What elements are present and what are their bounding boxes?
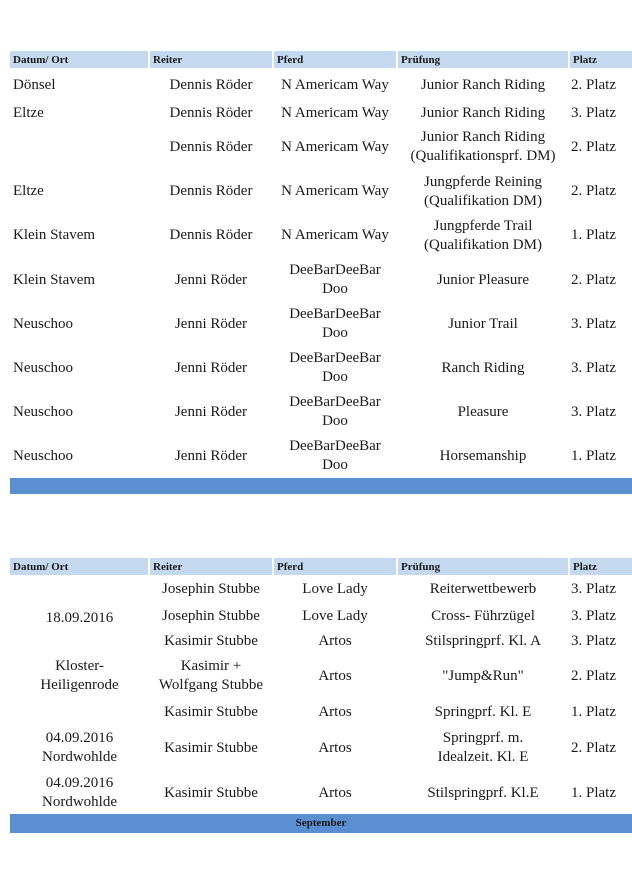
cell-pruefung: Stilspringprf. Kl. A [425,632,541,649]
cell-pferd: Artos [318,667,352,684]
cell-reiter: Josephin Stubbe [162,608,260,624]
cell-ort [10,700,149,724]
table-row [10,258,632,302]
cell-platz: 2. Platz [571,739,616,756]
cell-ort: Klein Stavem [13,227,96,243]
cell-reiter: Kasimir Stubbe [164,739,258,756]
table-row [10,700,632,724]
footer-label-september: September [10,814,632,833]
cell-pruefung: Jungpferde Trail (Qualifikation DM) [424,217,542,253]
table-row [10,772,632,814]
table-row [10,213,632,258]
header-reiter: Reiter [149,558,273,575]
cell-reiter: Dennis Röder [169,138,253,155]
header-platz: Platz [569,558,632,575]
cell-platz: 3. Platz [571,359,616,376]
cell-pferd: DeeBarDeeBar Doo [289,262,381,297]
header-pruefung: Prüfung [397,51,569,68]
cell-pruefung: Pleasure [457,403,509,420]
header-datum-ort: Datum/ Ort [10,51,149,68]
cell-pferd: DeeBarDeeBar Doo [289,306,381,341]
header-pferd: Pferd [273,51,397,68]
cell-pruefung: Junior Trail [448,315,518,332]
cell-ort: 04.09.2016 Nordwohlde [42,730,117,765]
cell-pruefung: Junior Ranch Riding [420,77,546,93]
cell-reiter: Dennis Röder [169,105,253,121]
cell-pruefung: Springprf. m. Idealzeit. Kl. E [437,730,529,765]
cell-platz: 3. Platz [571,403,616,420]
cell-pferd: DeeBarDeeBar Doo [289,350,381,385]
cell-ort: 04.09.2016 Nordwohlde [42,775,117,810]
cell-ort: Eltze [13,183,44,199]
results-table-2 [10,558,632,833]
cell-ort: Neuschoo [13,403,73,420]
cell-reiter: Kasimir Stubbe [164,632,258,649]
cell-reiter: Dennis Röder [169,183,253,199]
table-row [10,346,632,390]
header-platz: Platz [569,51,632,68]
cell-reiter: Dennis Röder [169,77,253,93]
cell-pruefung: Horsemanship [439,447,527,464]
table-footer-bar [10,814,632,833]
table-row [10,724,632,772]
cell-pruefung: Junior Ranch Riding [420,105,546,121]
cell-pferd: N Americam Way [281,183,389,199]
cell-pruefung: Jungpferde Reining (Qualifikation DM) [424,173,542,209]
table-row [10,434,632,478]
cell-pferd: Artos [318,784,352,801]
table-header-row [10,558,632,575]
table-row [10,103,632,124]
table-row [10,68,632,103]
cell-ort: Neuschoo [13,447,73,464]
header-pferd: Pferd [273,558,397,575]
table-row [10,652,632,700]
cell-pferd: Artos [318,632,352,649]
cell-pferd: N Americam Way [281,77,389,93]
cell-ort: Neuschoo [13,359,73,376]
cell-reiter: Jenni Röder [174,271,248,288]
cell-pferd: N Americam Way [281,105,389,121]
cell-platz: 2. Platz [571,271,616,288]
cell-platz: 2. Platz [571,138,616,155]
cell-pruefung: Springprf. Kl. E [434,703,532,720]
cell-reiter: Jenni Röder [174,403,248,420]
cell-pferd: Artos [318,739,352,756]
cell-pferd: DeeBarDeeBar Doo [289,394,381,429]
cell-platz: 3. Platz [571,608,616,624]
cell-platz: 2. Platz [571,183,616,199]
cell-platz: 1. Platz [571,703,616,720]
cell-reiter: Josephin Stubbe [162,580,260,597]
cell-pruefung: Ranch Riding [441,359,525,376]
cell-reiter: Kasimir + Wolfgang Stubbe [158,658,264,693]
header-reiter: Reiter [149,51,273,68]
cell-platz: 1. Platz [571,227,616,243]
table-row [10,170,632,213]
cell-reiter: Jenni Röder [174,315,248,332]
cell-platz: 3. Platz [571,105,616,121]
table-header-row [10,51,632,68]
cell-pruefung: "Jump&Run" [442,667,524,684]
cell-pruefung: Reiterwettbewerb [429,580,537,597]
cell-ort: Klein Stavem [13,271,96,288]
cell-reiter: Dennis Röder [169,227,253,243]
footer-label [10,478,632,494]
cell-pferd: Love Lady [302,580,368,597]
table-row [10,390,632,434]
cell-ort: Kloster- Heiligenrode [40,658,119,693]
cell-platz: 2. Platz [571,77,616,93]
cell-ort: Eltze [13,105,44,121]
cell-ort [10,124,149,170]
header-datum-ort: Datum/ Ort [10,558,149,575]
cell-pruefung: Cross- Führzügel [431,608,535,624]
cell-ort: 18.09.2016 [45,610,114,626]
cell-reiter: Kasimir Stubbe [164,784,258,801]
cell-reiter: Jenni Röder [174,447,248,464]
cell-pferd: DeeBarDeeBar Doo [289,438,381,473]
cell-pruefung: Stilspringprf. Kl.E [427,784,539,801]
table-row [10,302,632,346]
cell-platz: 3. Platz [571,632,616,649]
table-footer-bar [10,478,632,494]
table-row [10,124,632,170]
cell-pruefung: Junior Ranch Riding (Qualifikationsprf. DM) [410,129,556,164]
cell-pruefung: Junior Pleasure [436,271,530,288]
cell-pferd: N Americam Way [281,138,389,155]
cell-platz: 3. Platz [571,315,616,332]
table-row [10,575,632,603]
header-pruefung: Prüfung [397,558,569,575]
cell-reiter: Jenni Röder [174,359,248,376]
cell-pferd: Love Lady [302,608,368,624]
cell-ort: Dönsel [13,77,56,93]
cell-platz: 1. Platz [571,447,616,464]
cell-ort: Neuschoo [13,315,73,332]
cell-pferd: Artos [318,703,352,720]
results-table-1 [10,51,632,494]
cell-platz: 1. Platz [571,784,616,801]
cell-platz: 2. Platz [571,667,616,684]
cell-reiter: Kasimir Stubbe [164,703,258,720]
cell-platz: 3. Platz [571,580,616,597]
cell-pferd: N Americam Way [281,227,389,243]
